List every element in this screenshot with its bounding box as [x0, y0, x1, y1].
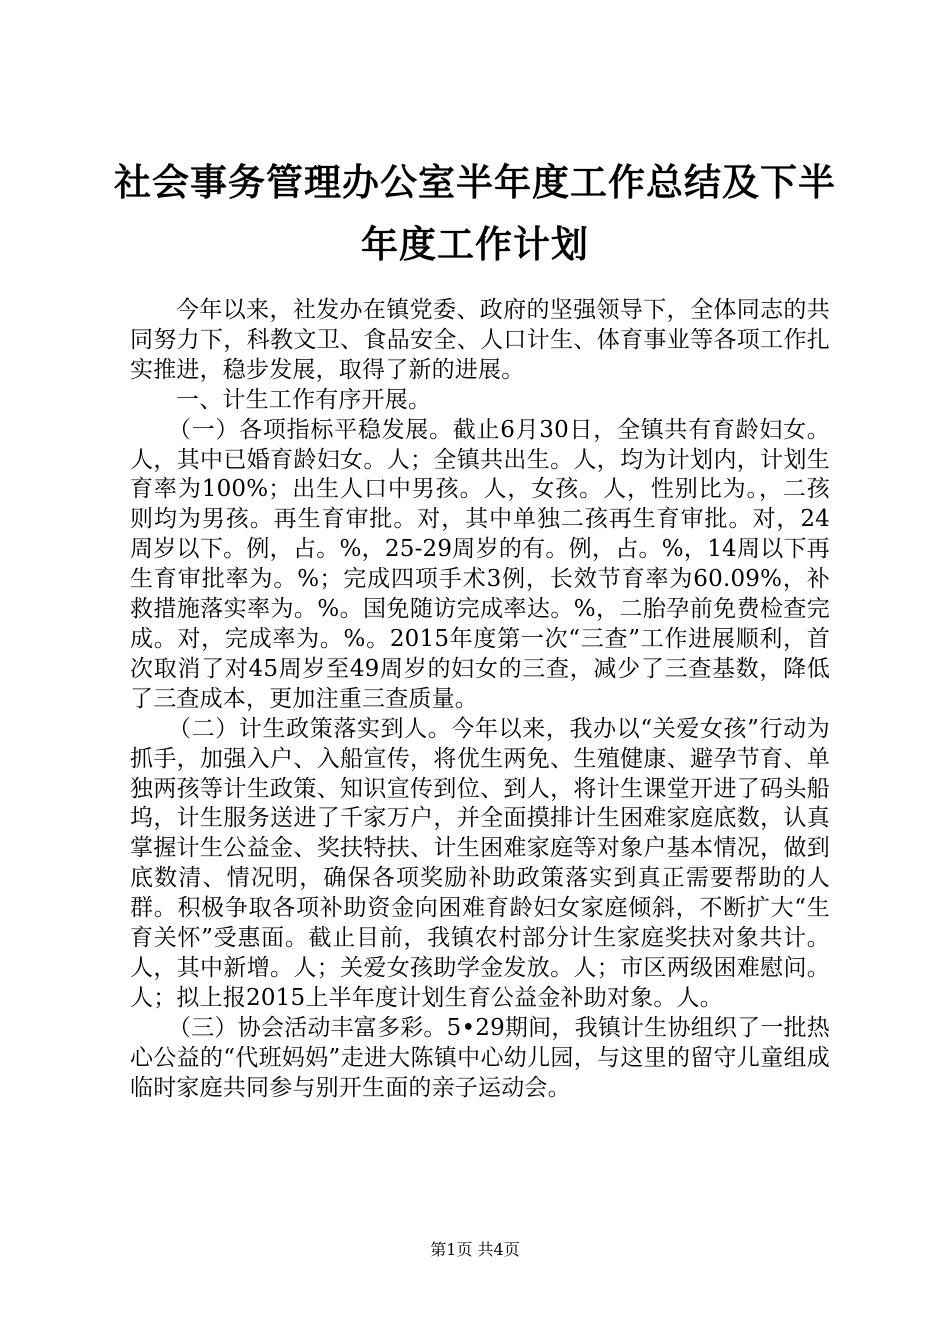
document-title: 社会事务管理办公室半年度工作总结及下半年度工作计划 — [114, 161, 836, 266]
subsection-3-paragraph: （三）协会活动丰富多彩。5•29期间，我镇计生协组织了一批热心公益的“代班妈妈”走进大陈镇中心幼儿园，与这里的留守儿童组成临时家庭共同参与别开生面的亲子运动会。 — [130, 1014, 830, 1101]
subsection-2-paragraph: （二）计生政策落实到人。今年以来，我办以“关爱女孩”行动为抓手，加强入户、入船宣传，将优生两免、生殖健康、避孕节育、单独两孩等计生政策、知识宣传到位、到人，将计生课堂开进了码头船坞，计生服务送进了千家万户，并全面摸排计生困难家庭底数，认真掌握计生公益金、奖扶特扶、计生困难家庭等对象户基本情况，做到底数清、情况明，确保各项奖励补助政策落实到真正需要帮助的人群。积极争取各项补助资金向困难育龄妇女家庭倾斜，不断扩大“生育关怀”受惠面。截止目前，我镇农村部分计生家庭奖扶对象共计。人，其中新增。人；关爱女孩助学金发放。人；市区两级困难慰问。人；拟上报2015上半年度计划生育公益金补助对象。人。 — [130, 715, 830, 1011]
section-heading-family-planning: 一、计生工作有序开展。 — [176, 386, 432, 413]
document-body — [130, 296, 830, 1103]
intro-paragraph: 今年以来，社发办在镇党委、政府的坚强领导下，全体同志的共同努力下，科教文卫、食品安全、人口计生、体育事业等各项工作扎实推进，稳步发展，取得了新的进展。 — [130, 297, 830, 383]
page-footer: 第1页 共4页 — [430, 1240, 520, 1259]
subsection-1-paragraph: （一）各项指标平稳发展。截止6月30日，全镇共有育龄妇女。人，其中已婚育龄妇女。人；全镇共出生。人，均为计划内，计划生育率为100%；出生人口中男孩。人，女孩。人，性别比为。，二孩则均为男孩。再生育审批。对，其中单独二孩再生育审批。对，24周岁以下。例，占。%，25-29周岁的有。例，占。%，14周以下再生育审批率为。%；完成四项手术3例，长效节育率为60.09%，补救措施落实率为。%。国免随访完成率达。%，二胎孕前免费检查完成。对，完成率为。%。2015年度第一次“三查”工作进展顺利，首次取消了对45周岁至49周岁的妇女的三查，减少了三查基数，降低了三查成本，更加注重三查质量。 — [130, 416, 830, 712]
